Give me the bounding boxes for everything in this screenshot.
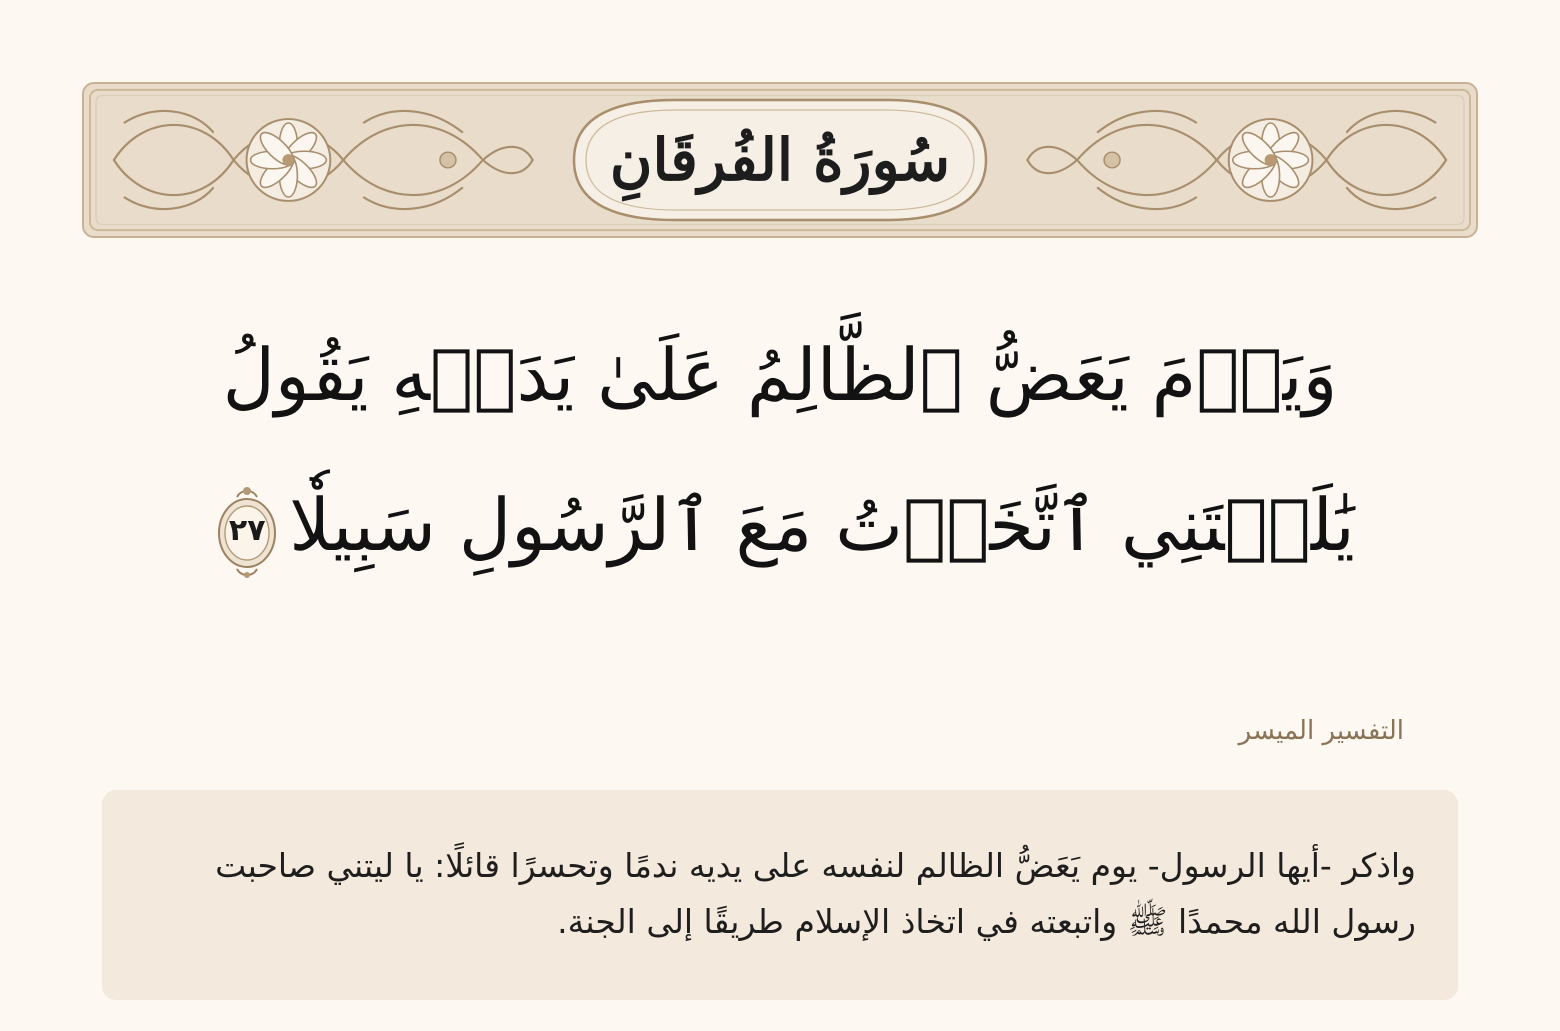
- tafsir-text: واذكر -أيها الرسول- يوم يَعَضُّ الظالم لنفسه على يديه ندمًا وتحسرًا قائلًا: يا ليتني صاحبت رسول الله محمدًا ﷺ واتبعته في اتخاذ الإسلام طريقًا إلى الجنة.: [215, 846, 1416, 941]
- verse-line-2-text: يَٰلَيۡتَنِي ٱتَّخَذۡتُ مَعَ ٱلرَّسُولِ سَبِيلٗا: [289, 483, 1355, 567]
- verse-text: [180, 300, 1380, 600]
- verse-line-1: وَيَوۡمَ يَعَضُّ ٱلظَّالِمُ عَلَىٰ يَدَيۡهِ يَقُولُ: [222, 333, 1338, 417]
- surah-title: سُورَةُ الفُرقَانِ: [609, 126, 951, 194]
- surah-header-banner: [82, 82, 1478, 238]
- ayah-end-marker: [215, 483, 279, 579]
- verse-line-2: [180, 450, 1380, 600]
- tafsir-label: التفسير الميسر: [1238, 716, 1404, 746]
- tafsir-box: [102, 790, 1458, 1000]
- ayah-number: ٢٧: [228, 513, 266, 548]
